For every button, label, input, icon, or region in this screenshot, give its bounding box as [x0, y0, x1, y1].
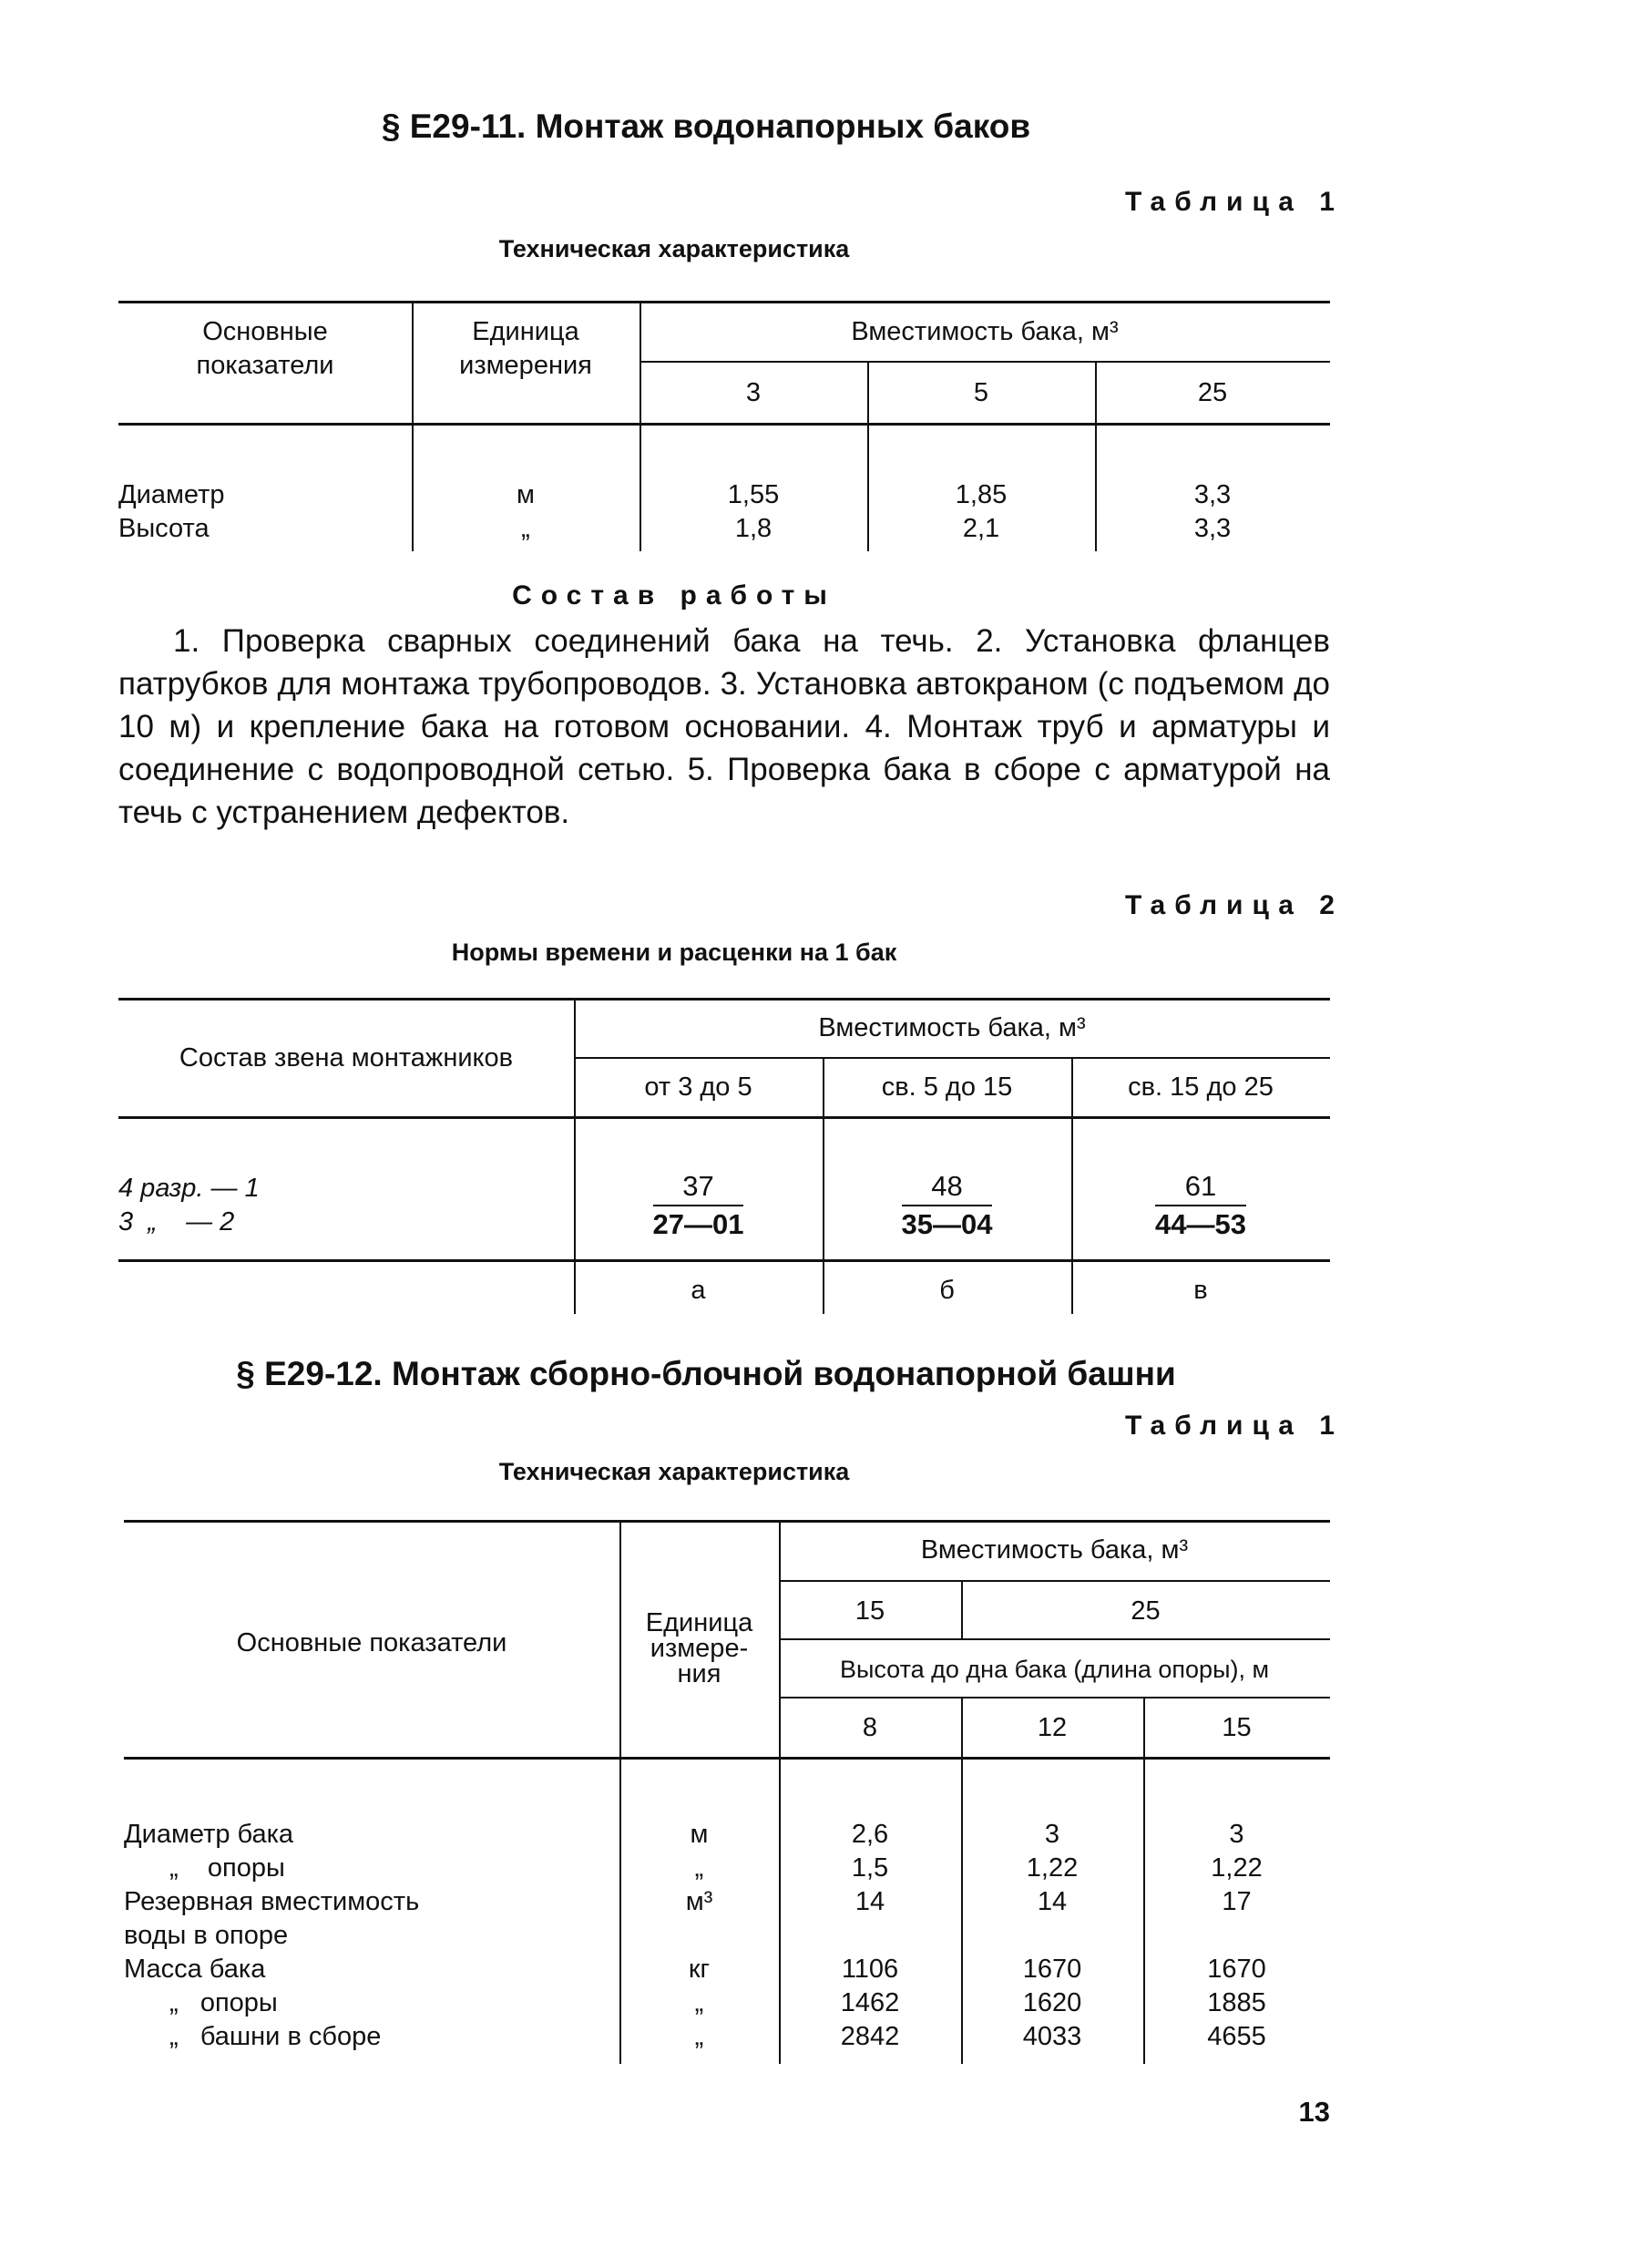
cell-diameter-25: 3,3: [1193, 480, 1232, 509]
cell-tower-mass-8: 2842: [840, 2022, 900, 2051]
capacity-25: 25: [1197, 378, 1228, 407]
norm-rate-a: 27—01: [653, 1205, 744, 1243]
capacity-25-tower: 25: [1131, 1596, 1161, 1626]
col-header-capacity-2: Вместимость бака, м³: [818, 1013, 1086, 1042]
row-tower-mass: „ башни в сборе: [169, 2022, 382, 2051]
table-caption-1: Техническая характеристика: [498, 235, 850, 262]
cell-reserve-capacity-15: 17: [1222, 1887, 1252, 1916]
table-caption-2: Нормы времени и расценки на 1 бак: [451, 939, 897, 966]
crew-grade-4: 4 разр. — 1: [118, 1174, 260, 1203]
height-8: 8: [862, 1713, 878, 1742]
section-title-e29-11: § Е29-11. Монтаж водонапорных баков: [381, 108, 1031, 145]
row-unit-diameter: м: [517, 480, 535, 509]
cell-tank-mass-12: 1670: [1022, 1955, 1082, 1984]
col-header-capacity-3: Вместимость бака, м³: [920, 1535, 1189, 1565]
col-header-unit: Единица измерения: [459, 317, 592, 380]
norm-cell-c: [1071, 1168, 1330, 1243]
row-reserve-capacity-cont: воды в опоре: [124, 1921, 289, 1950]
capacity-3: 3: [745, 378, 762, 407]
height-label: Высота до дна бака (длина опоры), м: [839, 1656, 1270, 1683]
unit-support-mass: „: [694, 1988, 704, 2017]
cell-diameter-3: 1,55: [727, 480, 780, 509]
work-description: 1. Проверка сварных соединений бака на течь. 2. Установка фланцев патрубков для монтажа трубопроводов. 3. Установка автокраном (с подъемом до 10 м) и крепление бака на готовом основании. 4. Монтаж труб и арматуры и соединение с водопроводной сетью. 5. Проверка бака в сборе с арматурой на течь с устранением дефектов.: [118, 623, 1330, 830]
column-letter-b: б: [939, 1276, 955, 1305]
norm-time-b: 48: [931, 1170, 963, 1202]
cell-reserve-capacity-12: 14: [1037, 1887, 1068, 1916]
cell-tower-mass-15: 4655: [1207, 2022, 1266, 2051]
unit-support-diameter: „: [694, 1853, 704, 1883]
cell-tower-mass-12: 4033: [1022, 2022, 1082, 2051]
unit-tank-mass: кг: [688, 1955, 711, 1984]
cell-support-mass-12: 1620: [1022, 1988, 1082, 2017]
cell-tank-diameter-8: 2,6: [851, 1820, 889, 1849]
row-reserve-capacity: Резервная вместимость: [124, 1887, 420, 1916]
work-heading: Состав работы: [512, 580, 836, 611]
column-letter-c: в: [1193, 1276, 1208, 1305]
col-header-crew: Состав звена монтажников: [179, 1043, 514, 1072]
cell-height-3: 1,8: [734, 514, 773, 543]
cell-height-25: 3,3: [1193, 514, 1232, 543]
range-3-5: от 3 до 5: [644, 1072, 752, 1102]
table-caption-3: Техническая характеристика: [498, 1458, 850, 1485]
height-15: 15: [1222, 1713, 1252, 1742]
table-label-2: Таблица 2: [1124, 890, 1344, 920]
crew-grade-3: 3 „ — 2: [118, 1207, 235, 1237]
cell-tank-diameter-12: 3: [1044, 1820, 1060, 1849]
row-tank-diameter: Диаметр бака: [124, 1820, 294, 1849]
section-title-e29-12: § Е29-12. Монтаж сборно-блочной водонапорной башни: [236, 1355, 1176, 1392]
col-header-main: Основные показатели: [196, 317, 334, 380]
norm-cell-a: [574, 1168, 823, 1243]
range-5-15: св. 5 до 15: [881, 1072, 1013, 1102]
capacity-5: 5: [973, 378, 989, 407]
row-name-height: Высота: [118, 514, 210, 543]
unit-tower-mass: „: [694, 2022, 704, 2051]
col-header-main-2: Основные показатели: [236, 1628, 507, 1657]
row-unit-height: „: [521, 514, 530, 543]
norm-time-c: 61: [1184, 1170, 1217, 1202]
cell-support-diameter-15: 1,22: [1211, 1853, 1263, 1883]
row-tank-mass: Масса бака: [124, 1955, 266, 1984]
cell-tank-diameter-15: 3: [1229, 1820, 1244, 1849]
cell-height-5: 2,1: [962, 514, 1000, 543]
unit-reserve-capacity: м³: [685, 1887, 713, 1916]
unit-tank-diameter: м: [690, 1820, 709, 1849]
cell-tank-mass-8: 1106: [841, 1955, 899, 1984]
table-label-3: Таблица 1: [1124, 1411, 1344, 1441]
cell-support-diameter-12: 1,22: [1026, 1853, 1079, 1883]
table-label-1: Таблица 1: [1124, 187, 1344, 217]
norm-cell-b: [823, 1168, 1071, 1243]
cell-support-mass-15: 1885: [1207, 1988, 1266, 2017]
norm-rate-b: 35—04: [902, 1205, 993, 1243]
row-support-mass: „ опоры: [169, 1988, 278, 2017]
row-name-diameter: Диаметр: [118, 480, 225, 509]
col-header-unit-2: Единица измере- ния: [645, 1608, 753, 1688]
page-number: 13: [1298, 2096, 1330, 2128]
col-header-capacity: Вместимость бака, м³: [851, 317, 1119, 346]
cell-support-diameter-8: 1,5: [851, 1853, 889, 1883]
cell-diameter-5: 1,85: [955, 480, 1008, 509]
cell-reserve-capacity-8: 14: [854, 1887, 885, 1916]
norm-time-a: 37: [682, 1170, 714, 1202]
column-letter-a: а: [691, 1276, 706, 1305]
height-12: 12: [1037, 1713, 1068, 1742]
norm-rate-c: 44—53: [1155, 1205, 1246, 1243]
cell-tank-mass-15: 1670: [1207, 1955, 1266, 1984]
capacity-15: 15: [854, 1596, 885, 1626]
row-support-diameter: „ опоры: [169, 1853, 285, 1883]
range-15-25: св. 15 до 25: [1128, 1072, 1274, 1102]
cell-support-mass-8: 1462: [840, 1988, 900, 2017]
